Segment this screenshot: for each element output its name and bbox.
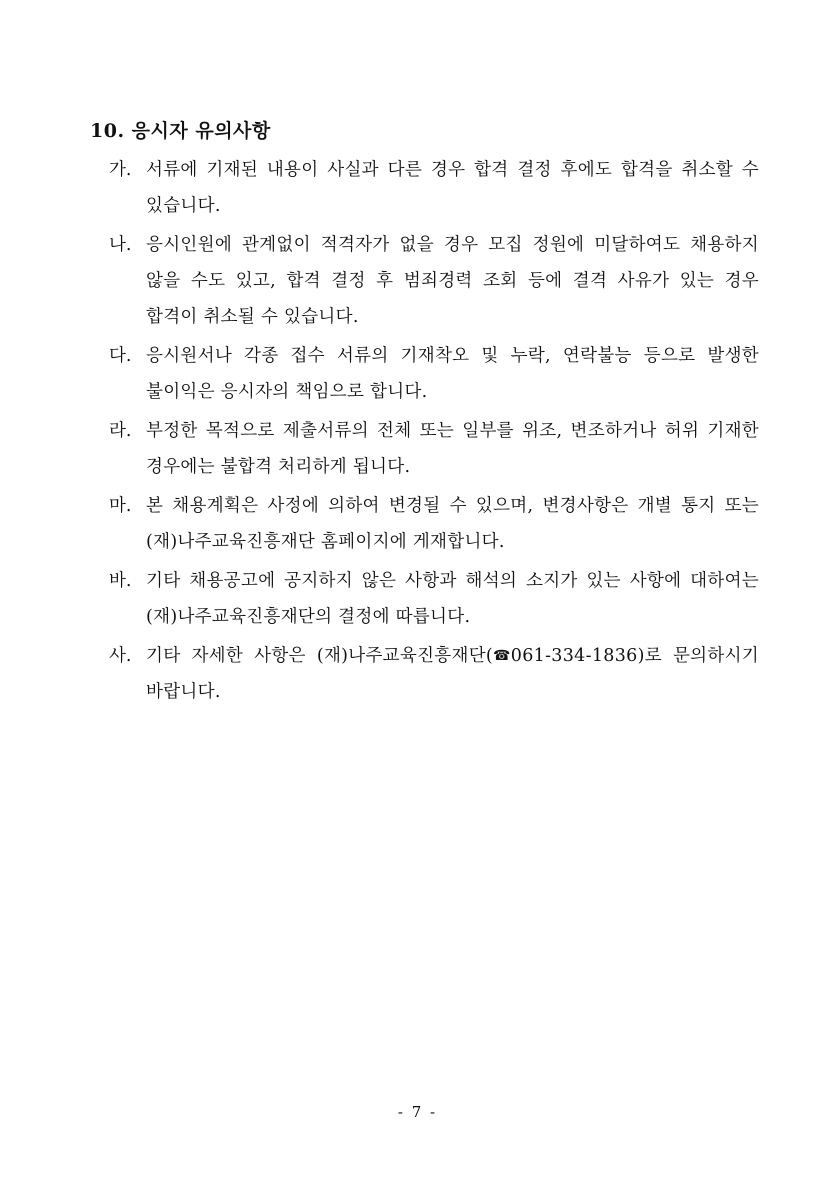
item-text: 서류에 기재된 내용이 사실과 다른 경우 합격 결정 후에도 합격을 취소할 수 있습니다. — [146, 160, 759, 216]
item-marker: 라. — [109, 421, 132, 441]
item-text: 응시인원에 관계없이 적격자가 없을 경우 모집 정원에 미달하여도 채용하지 않을 수도 있고, 합격 결정 후 범죄경력 조회 등에 결격 사유가 있는 경우 합격이 취소될 수 있습니다. — [146, 235, 759, 327]
notice-list — [109, 152, 759, 713]
item-marker: 나. — [109, 235, 132, 255]
item-text: 기타 채용공고에 공지하지 않은 사항과 해석의 소지가 있는 사항에 대하여는 (재)나주교육진흥재단의 결정에 따릅니다. — [146, 571, 759, 627]
item-text: 부정한 목적으로 제출서류의 전체 또는 일부를 위조, 변조하거나 허위 기재한 경우에는 불합격 처리하게 됩니다. — [146, 421, 759, 477]
item-marker: 마. — [109, 496, 132, 516]
contact-text-after: 061-334-1836)로 문의하시기 바랍니다. — [146, 646, 759, 702]
telephone-icon: ☎ — [493, 648, 511, 664]
section-title: 10. 응시자 유의사항 — [90, 120, 271, 142]
item-text: 응시원서나 각종 접수 서류의 기재착오 및 누락, 연락불능 등으로 발생한 불이익은 응시자의 책임으로 합니다. — [146, 346, 759, 402]
list-item — [109, 488, 759, 560]
list-item — [109, 638, 759, 710]
list-item — [109, 338, 759, 410]
item-marker: 사. — [109, 646, 132, 666]
list-item — [109, 413, 759, 485]
page-number: - 7 - — [397, 1103, 438, 1121]
list-item — [109, 563, 759, 635]
item-text — [146, 638, 759, 710]
item-marker: 가. — [109, 160, 132, 180]
contact-text-before: 기타 자세한 사항은 (재)나주교육진흥재단( — [146, 646, 494, 666]
item-text: 본 채용계획은 사정에 의하여 변경될 수 있으며, 변경사항은 개별 통지 또는 (재)나주교육진흥재단 홈페이지에 게재합니다. — [146, 496, 759, 552]
item-marker: 다. — [109, 346, 132, 366]
item-marker: 바. — [109, 571, 132, 591]
list-item — [109, 227, 759, 335]
list-item — [109, 152, 759, 224]
